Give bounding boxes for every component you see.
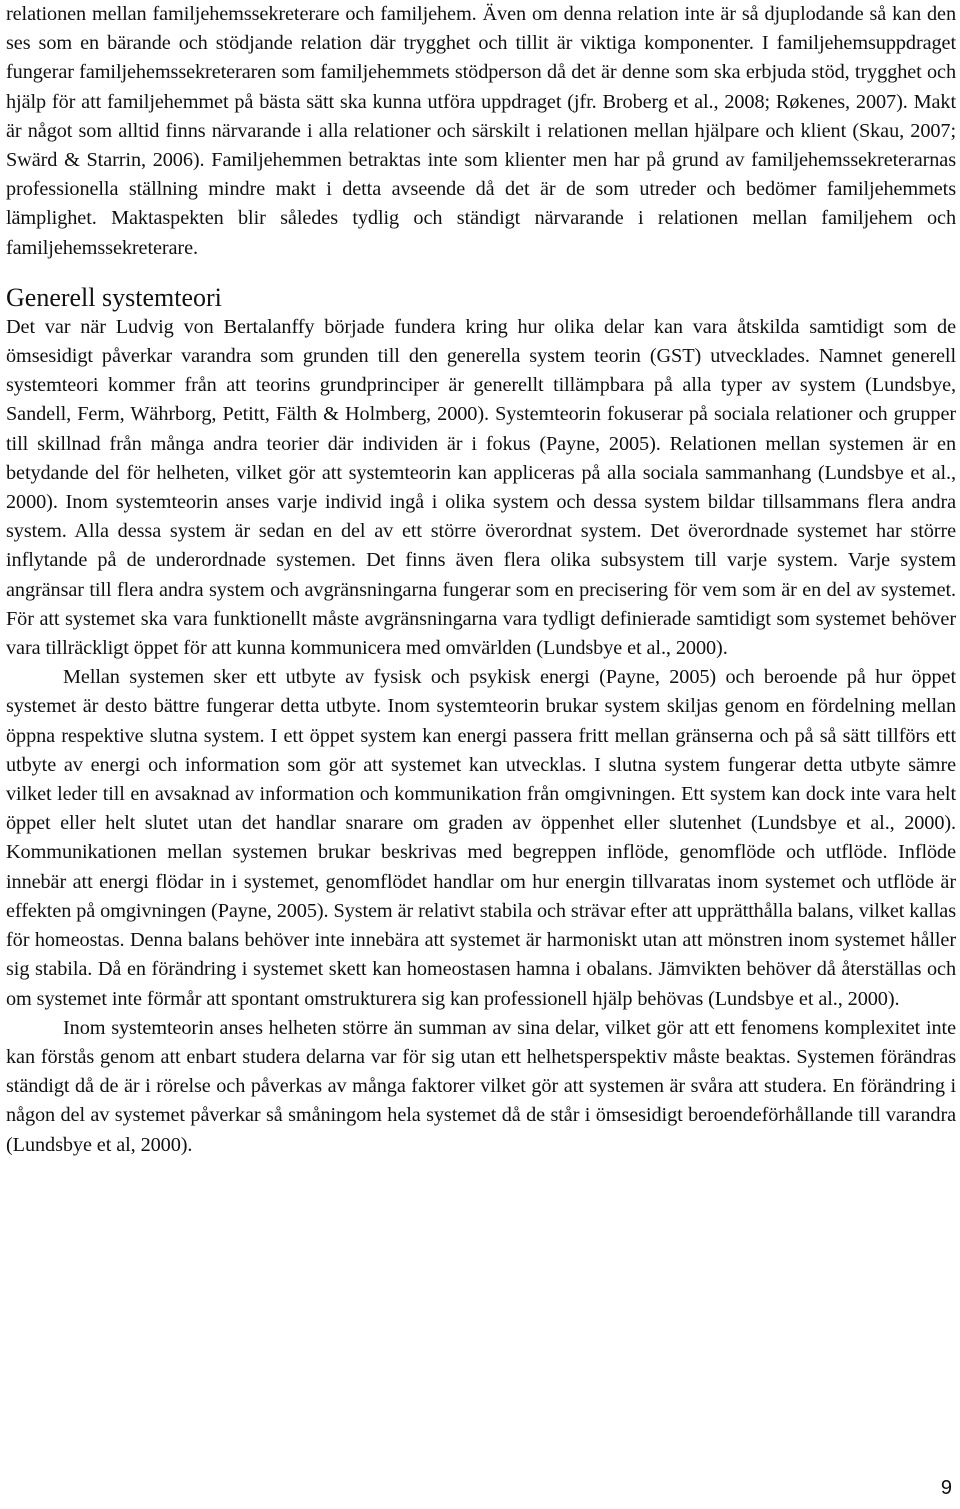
section-heading: Generell systemteori	[6, 282, 222, 312]
intro-paragraph: relationen mellan familjehemssekreterare och familjehem. Även om denna relation inte är så djuplodande så kan den ses som en bärande och stödjande relation där trygghet och tillit är viktiga komponenter. I familjehemsuppdraget fungerar familjehemssekreteraren som familjehemmets stödperson då det är denne som ska erbjuda stöd, trygghet och hjälp för att familjehemmet på bästa sätt ska kunna utföra uppdraget (jfr. Broberg et al., 2008; Røkenes, 2007). Makt är något som alltid finns närvarande i alla relationer och särskilt i relationen mellan hjälpare och klient (Skau, 2007; Swärd & Starrin, 2006). Familjehemmen betraktas inte som klienter men har på grund av familjehemssekreterarnas professionella ställning mindre makt i detta avseende då det är de som utreder och bedömer familjehemmets lämplighet. Maktaspekten blir således tydlig och ständigt närvarande i relationen mellan familjehem och familjehemssekreterare.	[6, 3, 956, 259]
body-paragraph-1: Det var när Ludvig von Bertalanffy började fundera kring hur olika delar kan vara åtskilda samtidigt som de ömsesidigt påverkar varandra som grunden till den generella system teorin (GST) utvecklades. Namnet generell systemteori kommer från att teorins grundprinciper är generellt tillämpbara på alla typer av system (Lundsbye, Sandell, Ferm, Währborg, Petitt, Fälth & Holmberg, 2000). Systemteorin fokuserar på sociala relationer och grupper till skillnad från många andra teorier där individen är i fokus (Payne, 2005). Relationen mellan systemen är en betydande del för helheten, vilket gör att systemteorin kan appliceras på alla sociala sammanhang (Lundsbye et al., 2000). Inom systemteorin anses varje individ ingå i olika system och dessa system bildar tillsammans flera andra system. Alla dessa system är sedan en del av ett större överordnat system. Det överordnade systemet har större inflytande på de underordnade systemen. Det finns även flera olika subsystem till varje system. Varje system angränsar till flera andra system och avgränsningarna fungerar som en precisering för vem som är en del av systemet. För att systemet ska vara funktionellt måste avgränsningarna vara tydligt definierade samtidigt som systemet behöver vara tillräckligt öppet för att kunna kommunicera med omvärlden (Lundsbye et al., 2000).	[6, 315, 956, 660]
body-paragraph-2: Mellan systemen sker ett utbyte av fysisk och psykisk energi (Payne, 2005) och beroende på hur öppet systemet är desto bättre fungerar detta utbyte. Inom systemteorin brukar system skiljas genom en fördelning mellan öppna respektive slutna system. I ett öppet system kan energi passera fritt mellan gränserna och på så sätt tillförs ett utbyte av energi och information som gör att systemet kan utvecklas. I slutna system fungerar detta utbyte sämre vilket leder till en avsaknad av information och kommunikation från omgivningen. Ett system kan dock inte vara helt öppet eller helt slutet utan det handlar snarare om graden av öppenhet eller slutenhet (Lundsbye et al., 2000). Kommunikationen mellan systemen brukar beskrivas med begreppen inflöde, genomflöde och utflöde. Inflöde innebär att energi flödar in i systemet, genomflödet handlar om hur energin tillvaratas inom systemet och utflöde är effekten på omgivningen (Payne, 2005). System är relativt stabila och strävar efter att upprätthålla balans, vilket kallas för homeostas. Denna balans behöver inte innebära att systemet är harmoniskt utan att mönstren inom systemet håller sig stabila. Då en förändring i systemet skett kan homeostasen hamna i obalans. Jämvikten behöver då återställas och om systemet inte förmår att spontant omstrukturera sig kan professionell hjälp behövas (Lundsbye et al., 2000).	[6, 666, 956, 1010]
document-page	[6, 0, 956, 1160]
page-number: 9	[940, 1477, 952, 1499]
body-paragraph-3: Inom systemteorin anses helheten större än summan av sina delar, vilket gör att ett fenomens komplexitet inte kan förstås genom att enbart studera delarna var för sig utan ett helhetsperspektiv måste beaktas. Systemen förändras ständigt då de är i rörelse och påverkas av många faktorer vilket gör att systemen är svåra att studera. En förändring i någon del av systemet påverkar så småningom hela systemet då de står i ömsesidigt beroendeförhållande till varandra (Lundsbye et al, 2000).	[6, 1016, 956, 1156]
